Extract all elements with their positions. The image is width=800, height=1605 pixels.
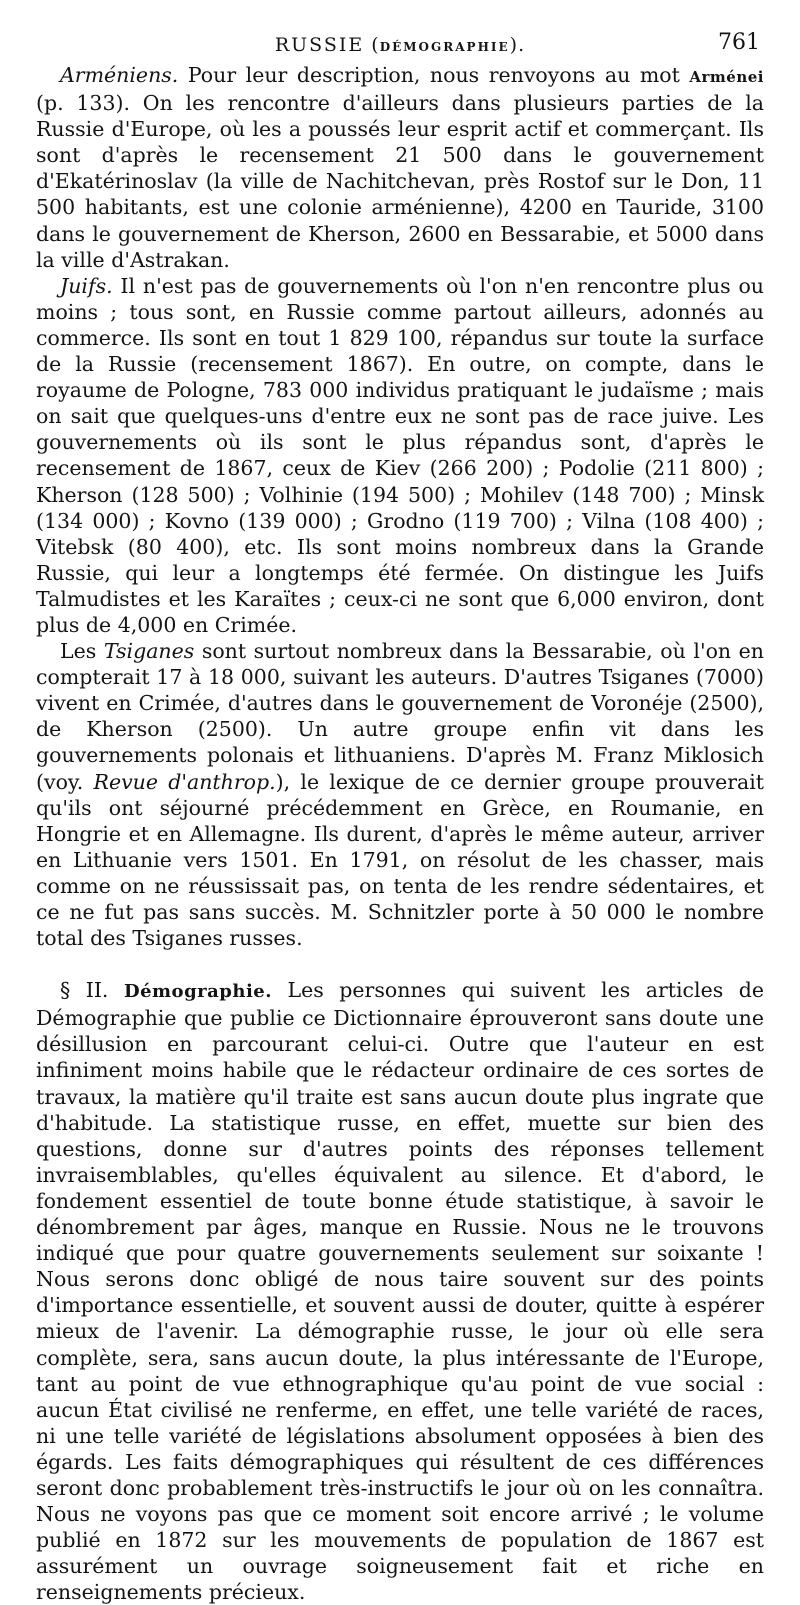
running-title xyxy=(0,34,800,56)
running-head xyxy=(0,30,800,60)
juifs-text: Il n'est pas de gouvernements où l'on n'en rencontre plus ou moins ; tous sont, en Russie comme partout ailleurs, adonnés au commerce. Ils sont en tout 1 829 100, répandus sur toute la surface de la Russie (recensement 1867). En outre, on compte, dans le royaume de Pologne, 783 000 individus pratiquant le judaïsme ; mais on sait que quelques-uns d'entre eux ne sont pas de race juive. Les gouvernements où ils sont le plus répandus sont, d'après le recensement de 1867, ceux de Kiev (266 200) ; Podolie (211 800) ; Kherson (128 500) ; Volhinie (194 500) ; Mohilev (148 700) ; Minsk (134 000) ; Kovno (139 000) ; Grodno (119 700) ; Vilna (108 400) ; Vitebsk (80 400), etc. Ils sont moins nombreux dans la Grande Russie, qui leur a longtemps été fermée. On distingue les Juifs Talmudistes et les Karaïtes ; ceux-ci ne sont que 6,000 environ, dont plus de 4,000 en Crimée. xyxy=(36,273,764,637)
term-juifs: Juifs. xyxy=(60,273,113,298)
section-title: Démographie. xyxy=(123,981,273,1003)
running-title-main: RUSSIE xyxy=(274,34,365,56)
paragraph-juifs xyxy=(36,273,764,638)
term-armeniens: Arméniens. xyxy=(60,63,179,87)
running-title-open: ( xyxy=(364,34,380,56)
body-text xyxy=(36,62,764,1605)
paragraph-tsiganes xyxy=(36,638,764,951)
tsiganes-text-1: Les xyxy=(60,639,104,664)
running-title-subject: DÉMOGRAPHIE xyxy=(379,40,510,54)
paragraph-armeniens xyxy=(36,62,764,273)
armeniens-text-1: Pour leur description, nous renvoyons au mot xyxy=(178,63,690,87)
page-number: 761 xyxy=(718,30,760,55)
tsiganes-text-2: sont surtout nombreux dans la Bessarabie, où l'on en compterait 17 à 18 000, suivant les auteurs. D'autres Tsiganes (7000) vivent en Crimée, d'autres dans le gouvernement de Voronéje (2500), de Kherson (2500). Un autre groupe enfin vit dans les gouvernements polonais et lithuaniens. D'après M. Franz Miklosich (voy. xyxy=(36,639,764,794)
section-mark: § II. xyxy=(60,978,109,1003)
cross-reference: Arménei xyxy=(689,68,764,86)
paragraph-demographie xyxy=(36,977,764,1605)
armeniens-text-2: (p. 133). On les rencontre d'ailleurs dans plusieurs parties de la Russie d'Europe, où les a poussés leur esprit actif et commerçant. Ils sont d'après le recensement 21 500 dans le gouvernement d'Ekatérinoslav (la ville de Nachitchevan, près Rostof sur le Don, 11 500 habitants, est une colonie arménienne), 4200 en Tauride, 3100 dans le gouvernement de Kherson, 2600 en Bessarabie, et 5000 dans la ville d'Astrakan. xyxy=(36,91,764,272)
journal-title: Revue d'anthrop. xyxy=(93,769,276,794)
demographie-text: Les personnes qui suivent les articles de Démographie que publie ce Dictionnaire éprouveront sans doute une désillusion en parcourant celui-ci. Outre que l'auteur en est infiniment moins habile que le rédacteur ordinaire de ces sortes de travaux, la matière qu'il traite est sans aucun doute plus ingrate que d'habitude. La statistique russe, en effet, muette sur bien des questions, donne sur d'autres points des réponses tellement invraisemblables, qu'elles équivalent au silence. Et d'abord, le fondement essentiel de toute bonne étude statistique, à savoir le dénombrement par âges, manque en Russie. Nous ne le trouvons indiqué que pour quatre gouvernements seulement sur soixante ! Nous serons donc obligé de nous taire souvent sur des points d'importance essentielle, et souvent aussi de douter, quitte à espérer mieux de l'avenir. La démographie russe, le jour où elle sera complète, sera, sans aucun doute, la plus intéressante de l'Europe, tant au point de vue ethnographique qu'au point de vue social : aucun État civilisé ne renferme, en effet, une telle variété de races, ni une telle variété de législations absolument opposées à bien des égards. Les faits démographiques qui résultent de ces différences seront donc probablement très-instructifs le jour où on les connaîtra. Nous ne voyons pas que ce moment soit encore arrivé ; le volume publié en 1872 sur les mouvements de population de 1867 est assurément un ouvrage soigneusement fait et riche en renseignements précieux. xyxy=(36,978,764,1605)
term-tsiganes: Tsiganes xyxy=(103,639,195,664)
tsiganes-text-3: ), le lexique de ce dernier groupe prouverait qu'ils ont séjourné précédemment en Grèce, en Roumanie, en Hongrie et en Allemagne. Ils durent, d'après le même auteur, arriver en Lithuanie vers 1501. En 1791, on résolut de les chasser, mais comme on ne réussissait pas, on tenta de les rendre sédentaires, et ce ne fut pas sans succès. M. Schnitzler porte à 50 000 le nombre total des Tsiganes russes. xyxy=(36,769,765,951)
running-title-close: ). xyxy=(509,34,526,56)
